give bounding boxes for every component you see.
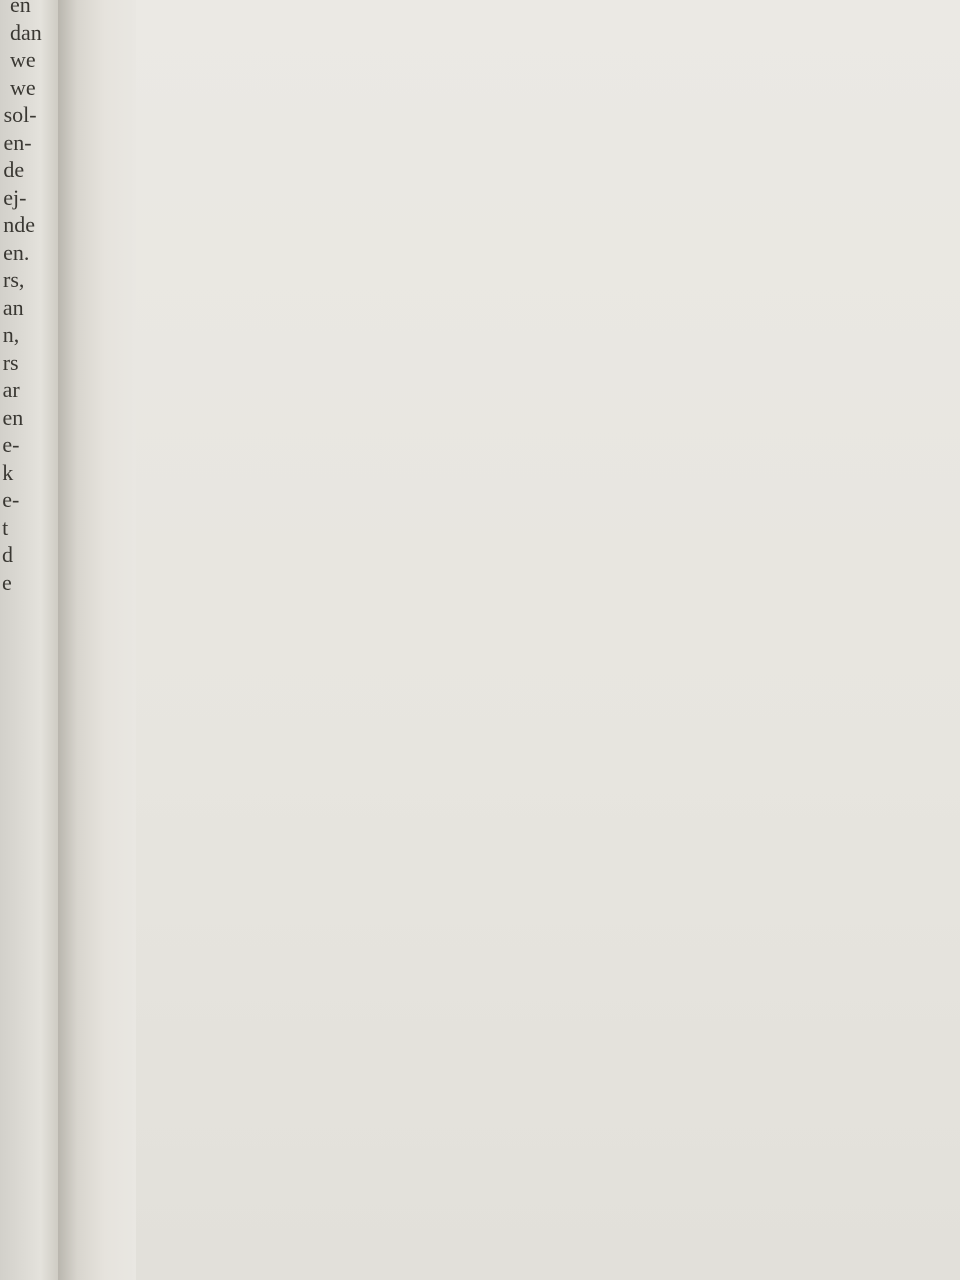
left-page-text-fragment: ej-	[3, 184, 27, 210]
previous-page-edge	[0, 0, 58, 1280]
book-page	[136, 0, 960, 1280]
left-page-text-fragment: e	[2, 569, 12, 595]
left-page-text-fragment: en	[2, 404, 24, 430]
left-page-text-fragment: de	[3, 157, 25, 182]
left-page-text-fragment: ar	[2, 377, 20, 402]
left-page-text-fragment: en	[10, 0, 31, 17]
left-page-text-fragment: en.	[3, 239, 30, 265]
left-page-text-fragment: dan	[10, 19, 42, 45]
left-page-text-fragment: t	[2, 514, 9, 540]
left-page-text-fragment: en-	[3, 129, 32, 155]
left-page-text-fragment: we	[10, 47, 36, 72]
left-page-text-fragment: e-	[2, 432, 20, 457]
left-page-text-fragment: e-	[2, 487, 20, 512]
left-page-text-fragment: rs,	[3, 267, 25, 292]
left-page-text-fragment: sol-	[3, 102, 37, 127]
left-page-text-fragment: n,	[2, 322, 20, 347]
left-page-text-fragment: k	[2, 459, 14, 485]
left-page-text-fragment: nde	[3, 212, 35, 237]
page-gutter	[58, 0, 136, 1280]
left-page-text-fragment: rs	[2, 349, 19, 375]
left-page-text-fragment: d	[2, 542, 13, 567]
left-page-text-fragment: we	[10, 74, 36, 100]
left-page-text-fragment: an	[2, 294, 24, 320]
